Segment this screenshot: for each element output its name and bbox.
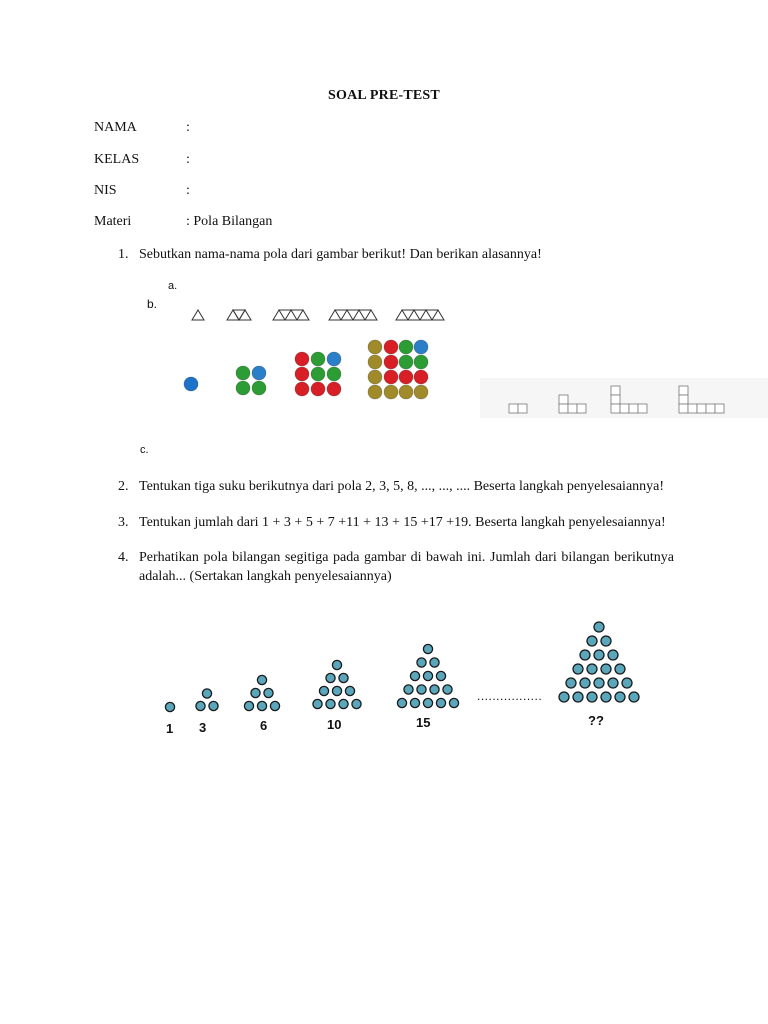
- dot: [587, 692, 597, 702]
- dot: [449, 698, 458, 707]
- dot: [423, 671, 432, 680]
- dot: [244, 701, 253, 710]
- triangle-label-unknown: ??: [588, 713, 604, 728]
- dot: [430, 685, 439, 694]
- field-value: Pola Bilangan: [193, 214, 273, 229]
- dot: [339, 699, 348, 708]
- dot: [601, 692, 611, 702]
- question-number: 1.: [118, 247, 129, 262]
- field-separator: :: [186, 152, 190, 167]
- dot: [332, 660, 341, 669]
- dot: [165, 702, 174, 711]
- dot: [573, 664, 583, 674]
- triangle-label-1: 1: [166, 721, 174, 736]
- dot: [566, 678, 576, 688]
- page-title: SOAL PRE-TEST: [328, 88, 440, 103]
- sub-label-c: c.: [140, 444, 149, 456]
- dot: [410, 671, 419, 680]
- continuation-dots: .................: [477, 689, 543, 703]
- triangular-number-figure: [165, 622, 639, 712]
- dot-triangle-4: [313, 660, 361, 708]
- dot: [417, 658, 426, 667]
- dot: [443, 685, 452, 694]
- sub-label-a: a.: [168, 280, 178, 292]
- dot-triangle-6: [559, 622, 639, 702]
- dot: [352, 699, 361, 708]
- question-text: Tentukan jumlah dari 1 + 3 + 5 + 7 +11 + 13 + 15 +17 +19. Beserta langkah penyelesaiannya!: [139, 515, 666, 530]
- dot: [608, 678, 618, 688]
- dot: [580, 678, 590, 688]
- field-label: NIS: [94, 183, 117, 198]
- dot: [270, 701, 279, 710]
- field-separator: :: [186, 183, 190, 198]
- dot: [251, 688, 260, 697]
- field-label: NAMA: [94, 120, 137, 135]
- dot: [397, 698, 406, 707]
- triangle-label-15: 15: [416, 715, 431, 730]
- dot: [326, 699, 335, 708]
- dot: [587, 636, 597, 646]
- dot: [573, 692, 583, 702]
- triangle-group-1: [192, 310, 204, 320]
- dot: [410, 698, 419, 707]
- dot: [436, 671, 445, 680]
- dot: [196, 701, 205, 710]
- dot: [345, 686, 354, 695]
- dot: [622, 678, 632, 688]
- dot: [313, 699, 322, 708]
- dot: [257, 701, 266, 710]
- dot: [629, 692, 639, 702]
- dot: [594, 650, 604, 660]
- field-label: Materi: [94, 214, 132, 229]
- sub-label-b: b.: [147, 297, 158, 311]
- question-text: Tentukan tiga suku berikutnya dari pola 2, 3, 5, 8, ..., ..., .... Beserta langkah penyelesaiannya!: [139, 479, 665, 494]
- dot: [257, 675, 266, 684]
- dot: [436, 698, 445, 707]
- ball-group-4: [368, 340, 428, 399]
- dot: [615, 664, 625, 674]
- dot: [559, 692, 569, 702]
- question-text: Sebutkan nama-nama pola dari gambar berikut! Dan berikan alasannya!: [139, 247, 542, 262]
- dot: [339, 673, 348, 682]
- triangle-pattern: [192, 310, 444, 320]
- field-separator: :: [186, 214, 190, 229]
- ball-pattern: [184, 340, 428, 399]
- dot: [608, 650, 618, 660]
- dot: [594, 622, 604, 632]
- field-label: KELAS: [94, 152, 140, 167]
- ball-group-1: [184, 377, 198, 391]
- dot: [202, 689, 211, 698]
- question-number: 2.: [118, 479, 129, 494]
- dot: [430, 658, 439, 667]
- dot: [423, 644, 432, 653]
- triangle-group-3: [273, 310, 309, 320]
- ball-group-2: [236, 366, 266, 395]
- dot-triangle-2: [196, 689, 218, 711]
- dot: [417, 685, 426, 694]
- ball-group-3: [295, 352, 341, 396]
- dot: [319, 686, 328, 695]
- question-number: 3.: [118, 515, 129, 530]
- dot: [587, 664, 597, 674]
- dot-triangle-5: [397, 644, 458, 707]
- dot: [423, 698, 432, 707]
- dot-triangle-3: [244, 675, 279, 710]
- dot: [332, 686, 341, 695]
- triangle-label-10: 10: [327, 717, 342, 732]
- dot: [601, 664, 611, 674]
- dot: [209, 701, 218, 710]
- dot: [615, 692, 625, 702]
- dot-triangle-1: [165, 702, 174, 711]
- triangle-label-6: 6: [260, 718, 268, 733]
- triangle-group-5: [396, 310, 444, 320]
- dot: [601, 636, 611, 646]
- question-text: Perhatikan pola bilangan segitiga pada gambar di bawah ini. Jumlah dari bilangan berikutnya adalah... (Sertakan langkah penyelesaiannya): [139, 550, 674, 584]
- dot: [580, 650, 590, 660]
- dot: [326, 673, 335, 682]
- dot: [594, 678, 604, 688]
- triangle-group-4: [329, 310, 377, 320]
- question-number: 4.: [118, 550, 129, 565]
- triangle-label-3: 3: [199, 720, 207, 735]
- triangle-group-2: [227, 310, 251, 320]
- field-separator: :: [186, 120, 190, 135]
- square-group-1: [509, 404, 527, 413]
- dot: [264, 688, 273, 697]
- dot: [404, 685, 413, 694]
